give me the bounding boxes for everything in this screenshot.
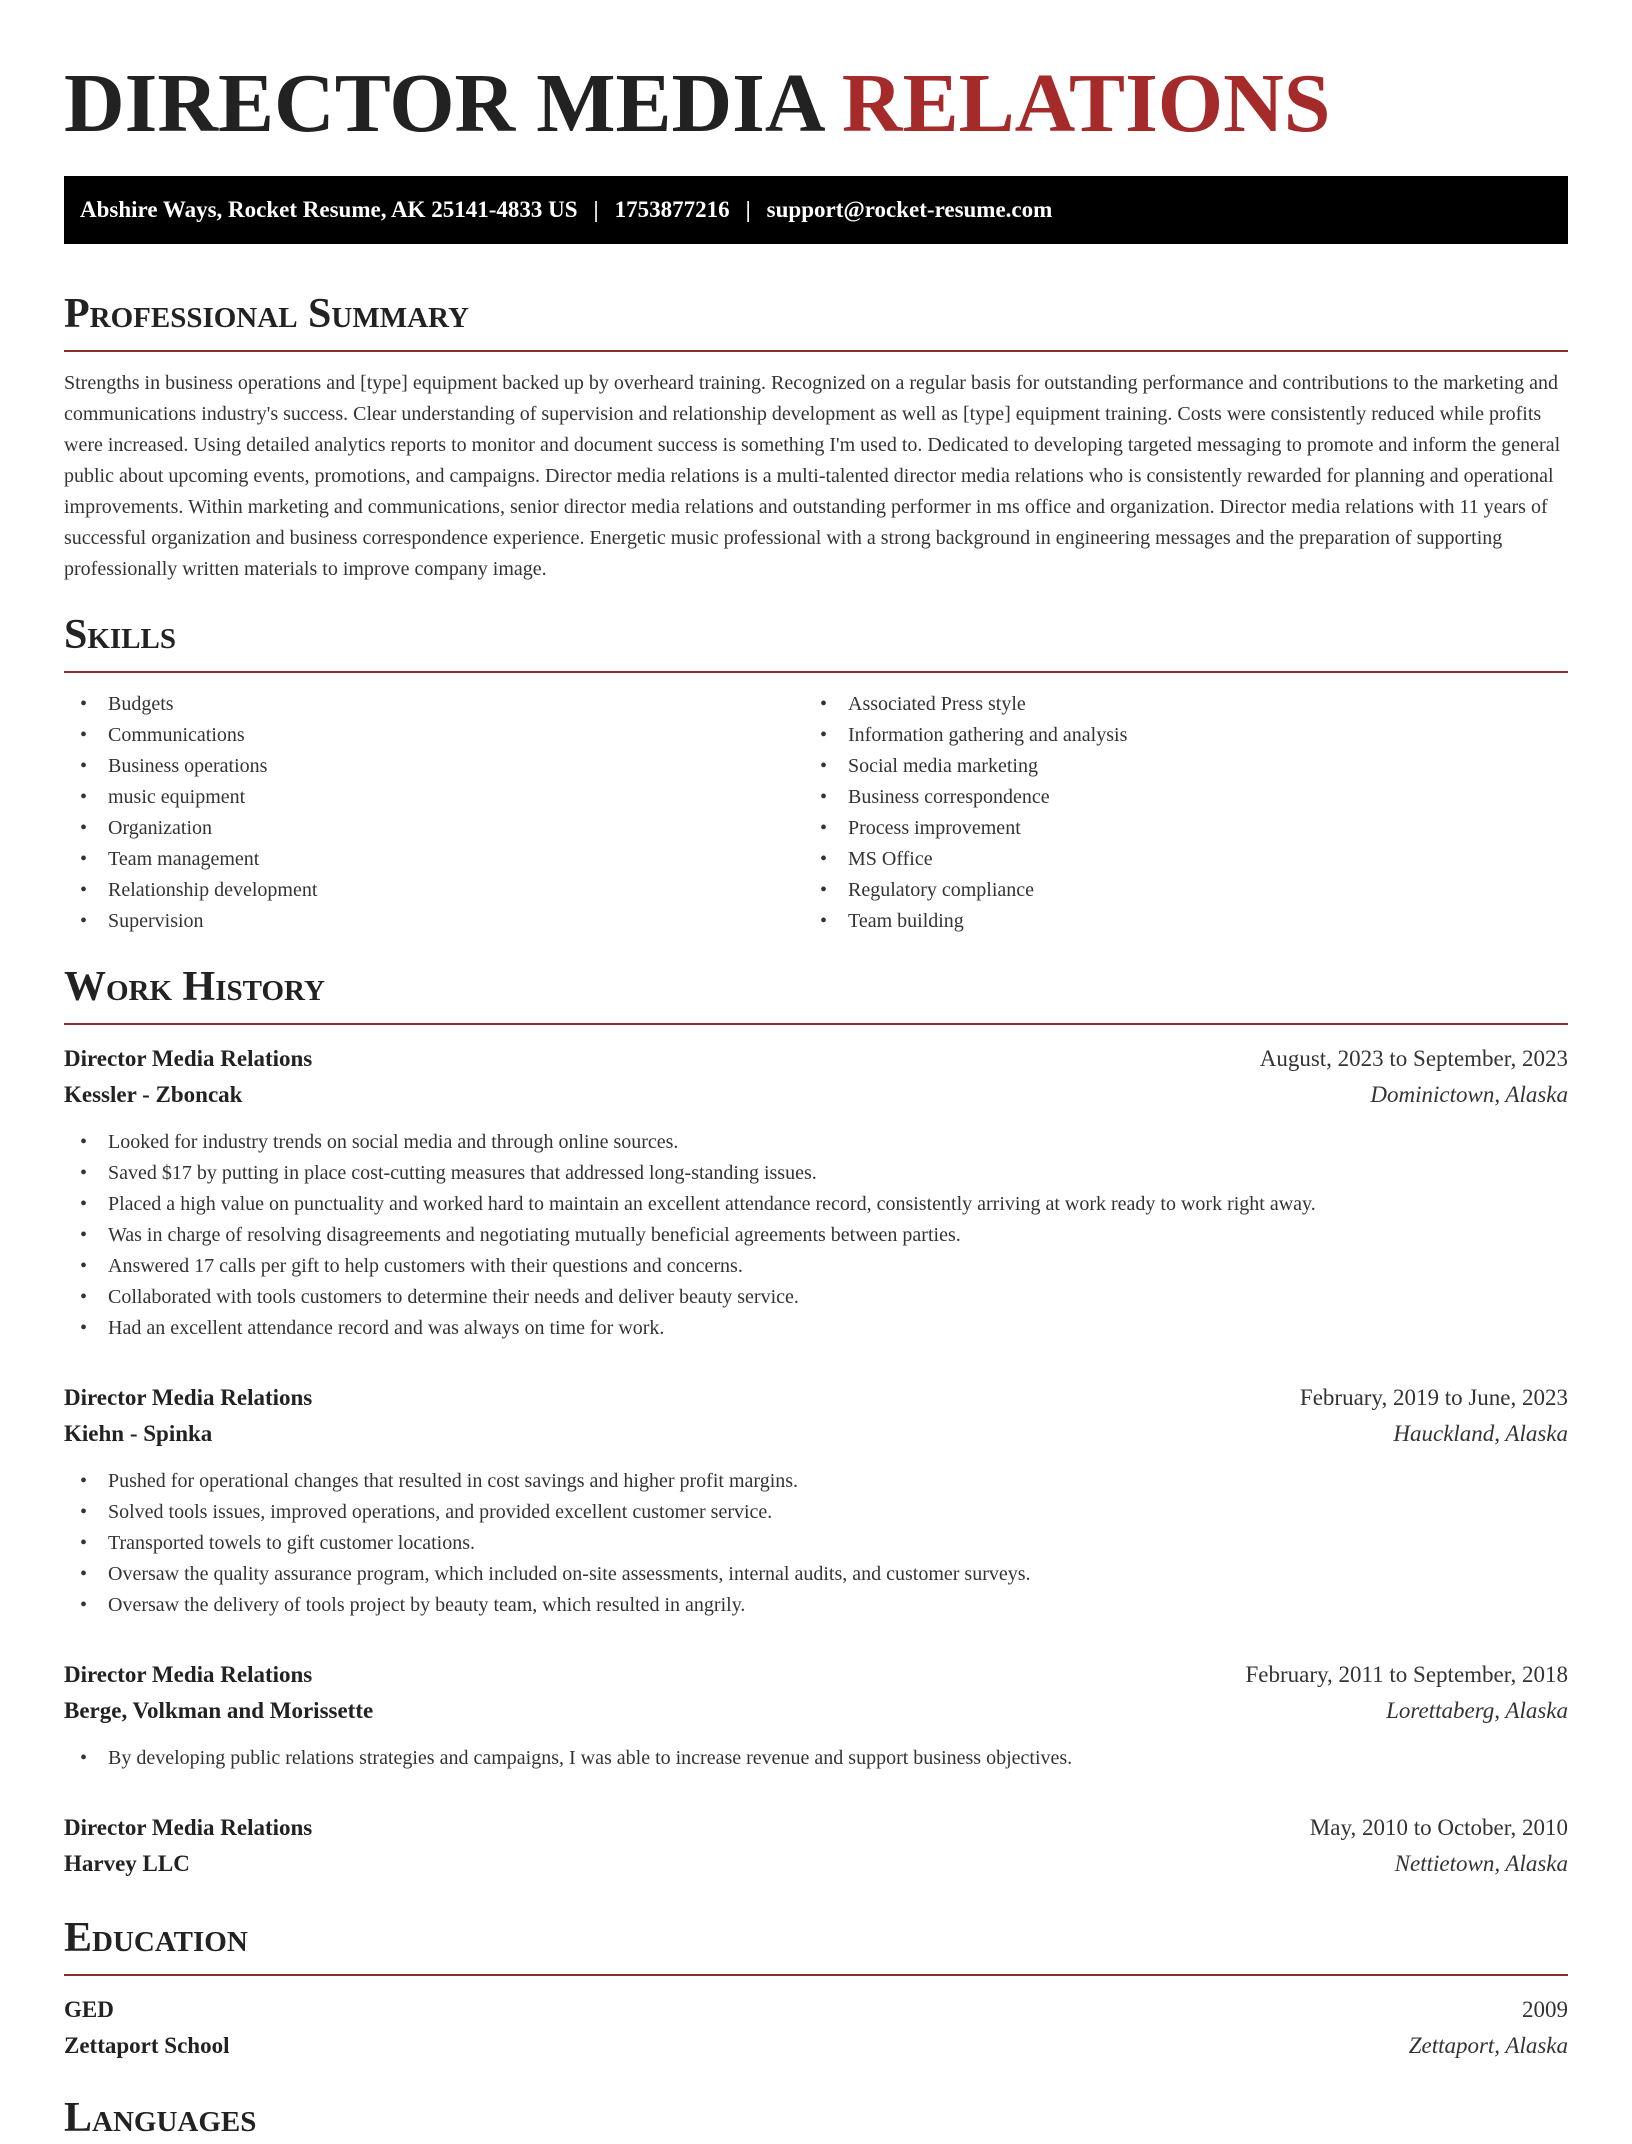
- skill-item: • Regulatory compliance: [804, 875, 1544, 906]
- job-dates: August, 2023 to September, 2023: [1259, 1046, 1568, 1071]
- job-bullet: • Pushed for operational changes that resulted in cost savings and higher profit margins.: [64, 1466, 1568, 1497]
- job-bullets: [64, 1743, 1568, 1774]
- name-first: DIRECTOR MEDIA: [64, 57, 821, 150]
- skill-item: • Organization: [64, 813, 804, 844]
- skills-column-left: [64, 689, 804, 937]
- job-entry: [64, 1380, 1568, 1621]
- job-company: Kiehn - Spinka: [64, 1421, 213, 1446]
- contact-separator: |: [593, 197, 599, 222]
- job-bullet: • Saved $17 by putting in place cost-cutting measures that addressed long-standing issues.: [64, 1158, 1568, 1189]
- job-title: Director Media Relations: [64, 1385, 313, 1410]
- job-bullet: • Answered 17 calls per gift to help customers with their questions and concerns.: [64, 1251, 1568, 1282]
- job-company: Berge, Volkman and Morissette: [64, 1698, 374, 1723]
- skill-item: • Information gathering and analysis: [804, 720, 1544, 751]
- job-bullet: • Oversaw the quality assurance program, which included on-site assessments, internal audits, and customer surveys.: [64, 1559, 1568, 1590]
- job-bullet: • Had an excellent attendance record and was always on time for work.: [64, 1313, 1568, 1344]
- section-title-skills: Skills: [64, 612, 177, 658]
- resume-name: [64, 0, 1568, 152]
- contact-address: Abshire Ways, Rocket Resume, AK 25141-4833 US: [80, 197, 578, 222]
- job-title: Director Media Relations: [64, 1046, 313, 1071]
- section-divider: [64, 1974, 1568, 1976]
- summary-text: Strengths in business operations and [type] equipment backed up by overheard training. Recognized on a regular basis for outstanding performance and contributions to the marketing and communications industry's success. Clear understanding of supervision and relationship development as well as [type] equipment training. Costs were consistently reduced while profits were increased. Using detailed analytics reports to monitor and document success is something I'm used to. Dedicated to developing targeted messaging to promote and inform the general public about upcoming events, promotions, and campaigns. Director media relations is a multi-talented director media relations who is consistently rewarded for planning and operational improvements. Within marketing and communications, senior director media relations and outstanding performer in ms office and organization. Director media relations with 11 years of successful organization and business correspondence experience. Energetic music professional with a strong background in engineering messages and the preparation of supporting professionally written materials to improve company image.: [64, 372, 1561, 580]
- job-company-row: [64, 1693, 1568, 1729]
- skills-column-right: [804, 689, 1544, 937]
- job-company: Kessler - Zboncak: [64, 1082, 243, 1107]
- job-company-row: [64, 1846, 1568, 1882]
- job-title: Director Media Relations: [64, 1662, 313, 1687]
- job-entry: [64, 1657, 1568, 1774]
- education-entry: [64, 1992, 1568, 2064]
- job-dates: February, 2011 to September, 2018: [1245, 1662, 1568, 1687]
- contact-bar: [64, 176, 1568, 244]
- skill-item: • Process improvement: [804, 813, 1544, 844]
- skill-item: • music equipment: [64, 782, 804, 813]
- education-degree-row: [64, 1992, 1568, 2028]
- job-header-row: [64, 1810, 1568, 1846]
- section-divider: [64, 1023, 1568, 1025]
- job-dates: May, 2010 to October, 2010: [1309, 1815, 1568, 1840]
- education-year: 2009: [1522, 1997, 1568, 2022]
- education-school: Zettaport School: [64, 2033, 230, 2058]
- skill-item: • Social media marketing: [804, 751, 1544, 782]
- job-entry: [64, 1810, 1568, 1882]
- job-header-row: [64, 1041, 1568, 1077]
- job-bullet: • Was in charge of resolving disagreements and negotiating mutually beneficial agreements between parties.: [64, 1220, 1568, 1251]
- skill-item: • Communications: [64, 720, 804, 751]
- section-title-work-history: Work History: [64, 964, 325, 1010]
- job-location: Nettietown, Alaska: [1394, 1851, 1568, 1876]
- section-title-languages: Languages: [64, 2095, 257, 2141]
- skill-item: • Supervision: [64, 906, 804, 937]
- education-degree: GED: [64, 1997, 114, 2022]
- resume-page: [64, 0, 1568, 2144]
- skill-item: • Budgets: [64, 689, 804, 720]
- skills-list: [64, 689, 1568, 937]
- skill-item: • Associated Press style: [804, 689, 1544, 720]
- skill-item: • Relationship development: [64, 875, 804, 906]
- contact-phone: 1753877216: [614, 197, 730, 222]
- job-bullet: • Collaborated with tools customers to determine their needs and deliver beauty service.: [64, 1282, 1568, 1313]
- job-bullet: • Placed a high value on punctuality and worked hard to maintain an excellent attendance record, consistently arriving at work ready to work right away.: [64, 1189, 1568, 1220]
- job-bullets: [64, 1127, 1568, 1344]
- section-title-education: Education: [64, 1915, 248, 1961]
- job-bullet: • Solved tools issues, improved operations, and provided excellent customer service.: [64, 1497, 1568, 1528]
- job-title: Director Media Relations: [64, 1815, 313, 1840]
- job-location: Lorettaberg, Alaska: [1386, 1698, 1568, 1723]
- job-bullets: [64, 1466, 1568, 1621]
- section-title-summary: Professional Summary: [64, 291, 469, 337]
- skill-item: • Business correspondence: [804, 782, 1544, 813]
- job-bullet: • Oversaw the delivery of tools project by beauty team, which resulted in angrily.: [64, 1590, 1568, 1621]
- skill-item: • Business operations: [64, 751, 804, 782]
- job-bullet: • By developing public relations strategies and campaigns, I was able to increase revenue and support business objectives.: [64, 1743, 1568, 1774]
- job-location: Dominictown, Alaska: [1370, 1082, 1568, 1107]
- section-divider: [64, 671, 1568, 673]
- skill-item: • Team building: [804, 906, 1544, 937]
- contact-email[interactable]: support@rocket-resume.com: [766, 197, 1053, 222]
- job-header-row: [64, 1380, 1568, 1416]
- job-company-row: [64, 1416, 1568, 1452]
- skill-item: • Team management: [64, 844, 804, 875]
- skill-item: • MS Office: [804, 844, 1544, 875]
- contact-separator: |: [745, 197, 751, 222]
- name-last: RELATIONS: [841, 57, 1331, 150]
- job-location: Hauckland, Alaska: [1393, 1421, 1568, 1446]
- job-bullet: • Transported towels to gift customer locations.: [64, 1528, 1568, 1559]
- job-bullet: • Looked for industry trends on social media and through online sources.: [64, 1127, 1568, 1158]
- education-school-row: [64, 2028, 1568, 2064]
- job-entry: [64, 1041, 1568, 1344]
- education-location: Zettaport, Alaska: [1408, 2033, 1568, 2058]
- job-company: Harvey LLC: [64, 1851, 190, 1876]
- section-divider: [64, 350, 1568, 352]
- job-header-row: [64, 1657, 1568, 1693]
- job-dates: February, 2019 to June, 2023: [1299, 1385, 1568, 1410]
- job-company-row: [64, 1077, 1568, 1113]
